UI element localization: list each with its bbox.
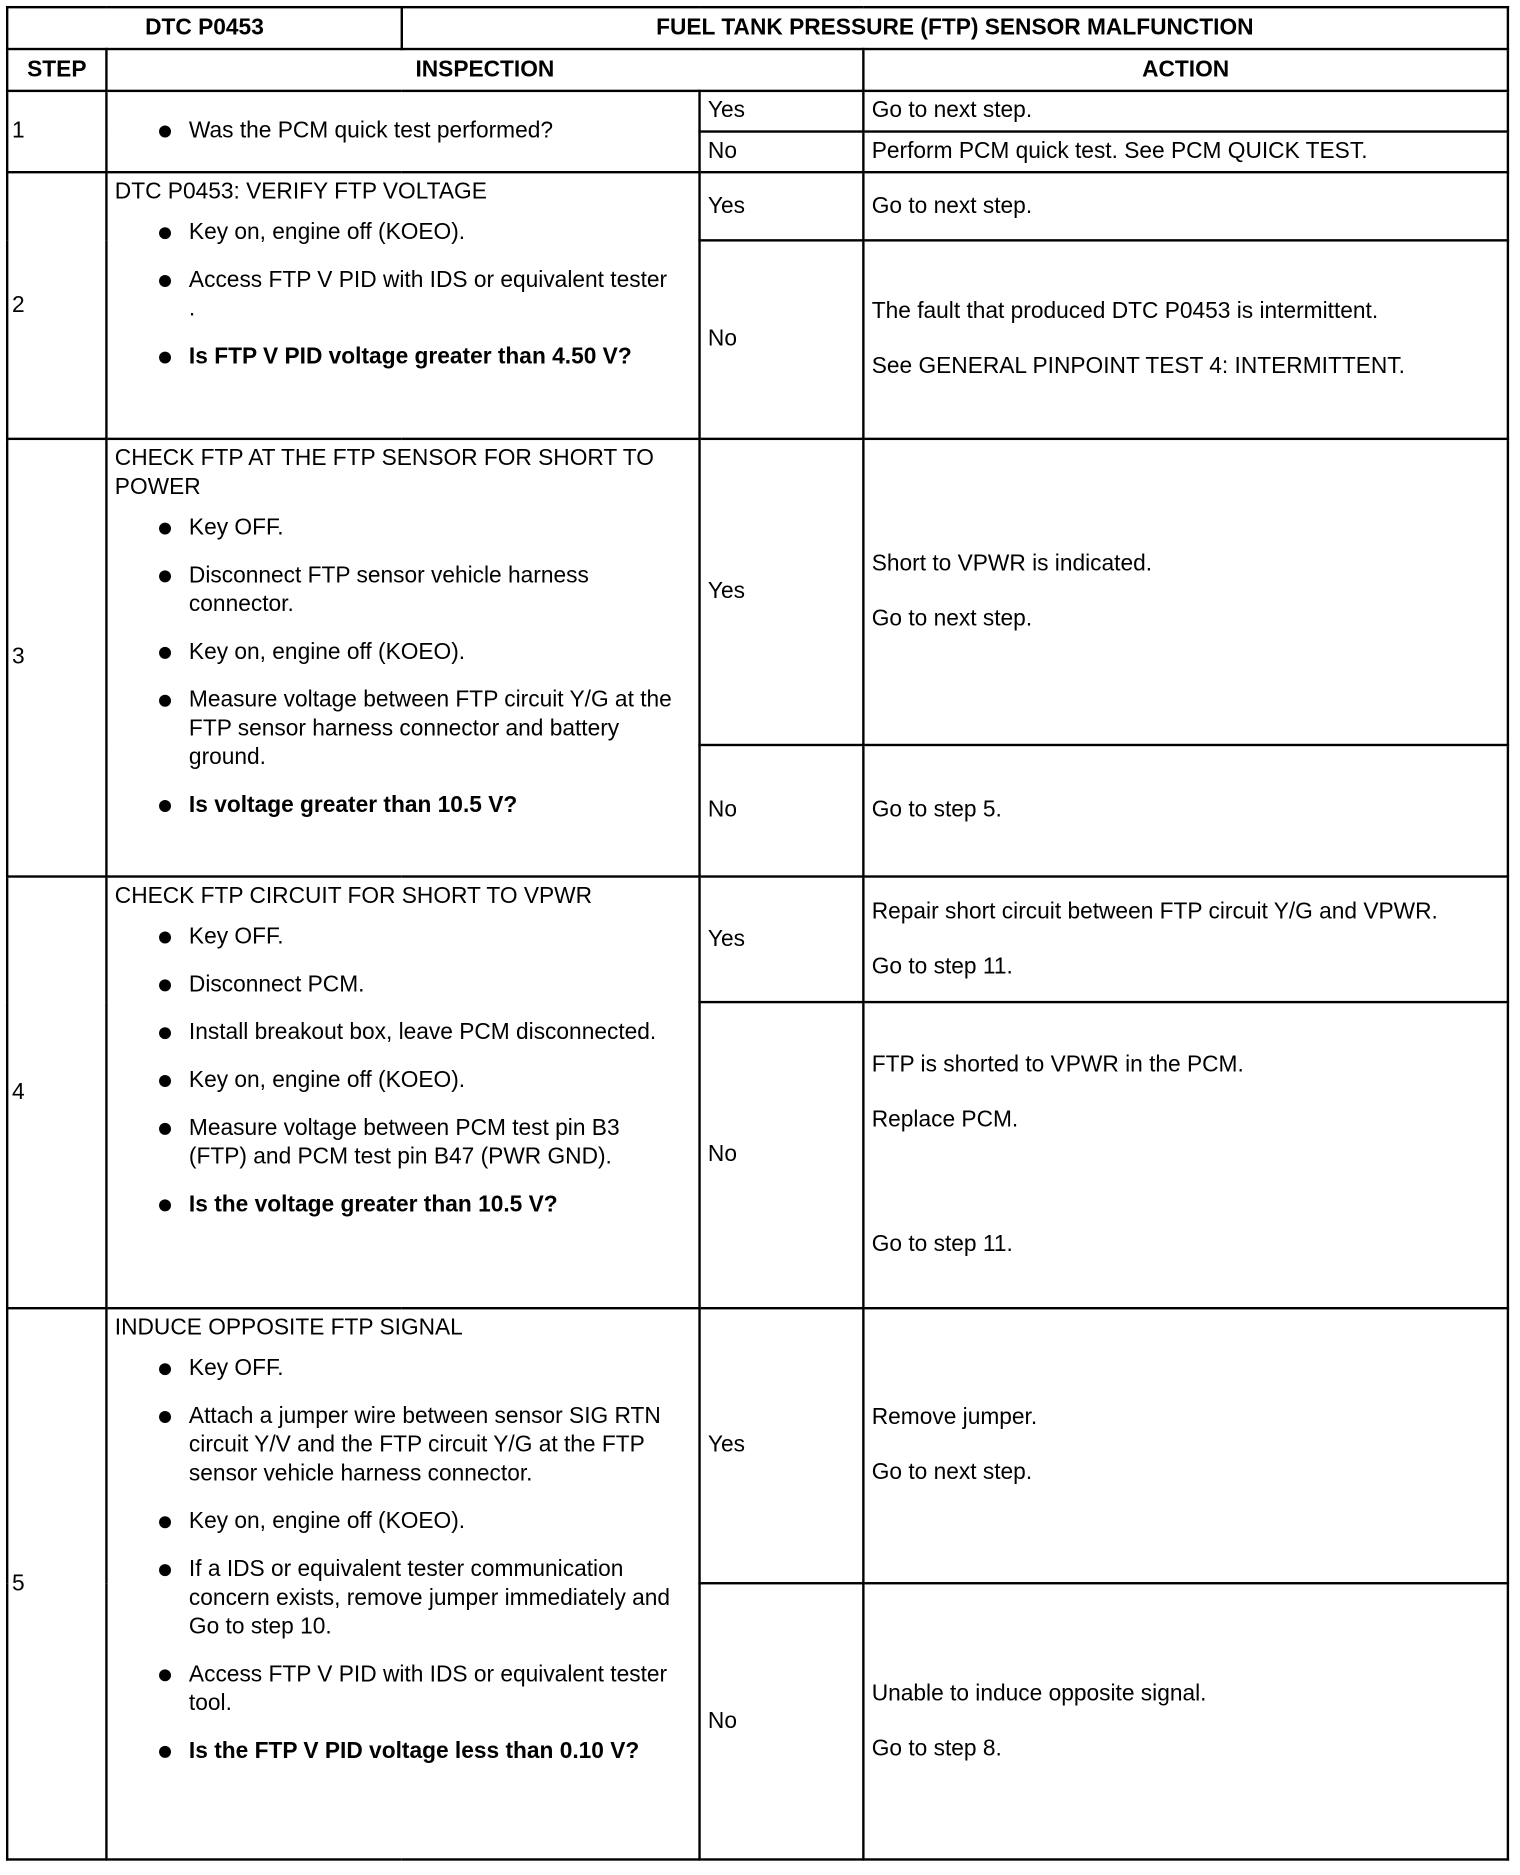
action-text: Remove jumper. [871,1405,1038,1431]
inspection-column-header: INSPECTION [106,49,863,91]
inspection-bullet: Key OFF. [115,1355,691,1384]
step-number: 2 [7,172,106,439]
action-text: The fault that produced DTC P0453 is intermittent. [871,298,1379,325]
action-text: Perform PCM quick test. See PCM QUICK TEST. [871,138,1368,164]
yes-label: Yes [700,1308,864,1583]
step-1-yes-row [7,91,1508,132]
step-4-yes-row [7,877,1508,1003]
step-4-inspection [106,877,699,1309]
inspection-question: Is voltage greater than 10.5 V? [115,792,691,821]
no-label: No [700,1002,864,1308]
step-5-no-action [863,1583,1508,1859]
action-text: Go to step 11. [871,1231,1013,1257]
inspection-bullet: Install breakout box, leave PCM disconnected. [115,1019,691,1048]
action-text: Repair short circuit between FTP circuit Y/G and VPWR. [871,898,1438,924]
action-text: Go to step 8. [871,1735,1002,1761]
step-4-no-action [863,1002,1508,1308]
step-3-yes-row [7,439,1508,745]
step-2-yes-row [7,172,1508,240]
action-text: Go to step 5. [871,797,1002,823]
inspection-bullet: Measure voltage between FTP circuit Y/G at the FTP sensor harness connector and battery ground. [115,686,691,772]
no-label: No [700,1583,864,1859]
no-label: No [700,132,864,173]
step-2-no-action [863,240,1508,439]
action-text: See GENERAL PINPOINT TEST 4: INTERMITTENT. [871,353,1405,380]
step-1-yes-action [863,91,1508,132]
dtc-table [6,6,1509,1861]
page-title: FUEL TANK PRESSURE (FTP) SENSOR MALFUNCTION [402,7,1508,49]
action-text: Go to next step. [871,606,1033,632]
step-2-inspection [106,172,699,439]
dtc-code: DTC P0453 [7,7,402,49]
action-text: Go to next step. [871,193,1033,219]
yes-label: Yes [700,91,864,132]
inspection-bullet: Key on, engine off (KOEO). [115,1067,691,1096]
inspection-question: Was the PCM quick test performed? [115,117,691,146]
step-column-header: STEP [7,49,106,91]
inspection-title: DTC P0453: VERIFY FTP VOLTAGE [114,179,487,205]
step-1-no-action [863,132,1508,173]
step-4-yes-action [863,877,1508,1003]
action-text: Go to step 11. [871,953,1013,979]
action-text: Go to next step. [871,98,1033,124]
yes-label: Yes [700,439,864,745]
step-1-inspection [106,91,699,172]
inspection-bullet: Key on, engine off (KOEO). [115,639,691,668]
inspection-question: Is the voltage greater than 10.5 V? [115,1191,691,1220]
action-text: Go to next step. [871,1460,1033,1486]
no-label: No [700,240,864,439]
inspection-bullet: Access FTP V PID with IDS or equivalent tester . [115,267,691,324]
step-5-yes-action [863,1308,1508,1583]
inspection-bullet: Measure voltage between PCM test pin B3 (FTP) and PCM test pin B47 (PWR GND). [115,1114,691,1171]
step-3-no-action [863,745,1508,877]
inspection-title: CHECK FTP CIRCUIT FOR SHORT TO VPWR [114,883,592,909]
no-label: No [700,745,864,877]
step-5-yes-row [7,1308,1508,1583]
title-row [7,7,1508,49]
step-2-yes-action [863,172,1508,240]
inspection-bullet: Key on, engine off (KOEO). [115,1508,691,1537]
step-number: 5 [7,1308,106,1859]
inspection-question: Is FTP V PID voltage greater than 4.50 V? [115,343,691,372]
inspection-bullet: Key OFF. [115,923,691,952]
action-text: Unable to induce opposite signal. [871,1680,1207,1706]
step-number: 4 [7,877,106,1309]
action-spacer [872,1135,1500,1231]
inspection-bullet: Access FTP V PID with IDS or equivalent tester tool. [115,1661,691,1718]
action-text: Short to VPWR is indicated. [871,551,1153,577]
step-number: 1 [7,91,106,172]
inspection-title: INDUCE OPPOSITE FTP SIGNAL [114,1315,463,1341]
column-header-row [7,49,1508,91]
inspection-bullet: Key OFF. [115,514,691,543]
yes-label: Yes [700,172,864,240]
step-5-inspection [106,1308,699,1859]
action-text: FTP is shorted to VPWR in the PCM. [871,1052,1244,1078]
step-3-yes-action [863,439,1508,745]
step-3-inspection [106,439,699,877]
inspection-bullet: Disconnect PCM. [115,971,691,1000]
inspection-bullet: If a IDS or equivalent tester communication concern exists, remove jumper immediately and Go to step 10. [115,1556,691,1642]
action-text: Replace PCM. [871,1107,1019,1133]
action-column-header: ACTION [863,49,1508,91]
inspection-bullet: Attach a jumper wire between sensor SIG RTN circuit Y/V and the FTP circuit Y/G at the FTP sensor vehicle harness connector. [115,1403,691,1489]
inspection-bullet: Disconnect FTP sensor vehicle harness connector. [115,562,691,619]
step-number: 3 [7,439,106,877]
inspection-question: Is the FTP V PID voltage less than 0.10 V? [115,1737,691,1766]
inspection-title: CHECK FTP AT THE FTP SENSOR FOR SHORT TO POWER [114,446,654,500]
yes-label: Yes [700,877,864,1003]
inspection-bullet: Key on, engine off (KOEO). [115,219,691,248]
